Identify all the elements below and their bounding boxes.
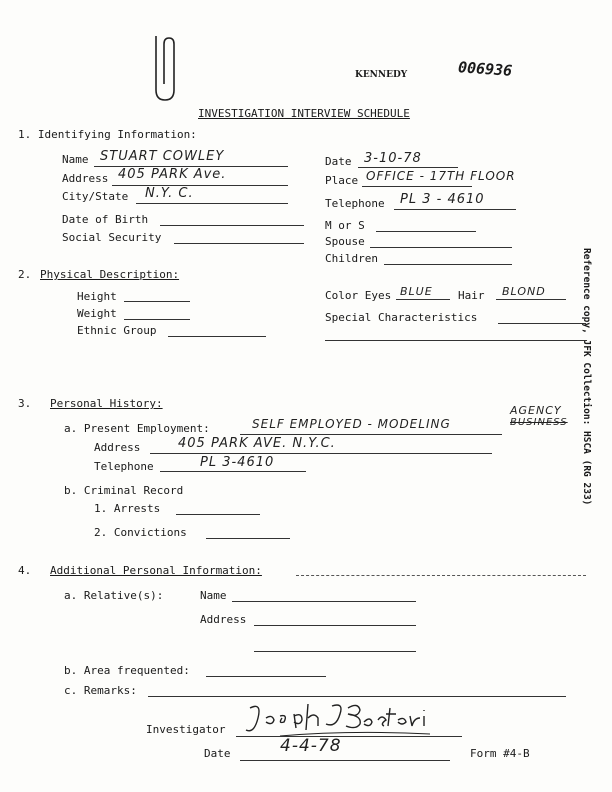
ssn-label: Social Security (62, 231, 162, 244)
ethnic-line (168, 336, 266, 337)
employer-address-label: Address (94, 441, 141, 454)
address-value: 405 PARK Ave. (118, 167, 227, 182)
section-4-rule (296, 575, 586, 576)
agency-value: AGENCY (510, 404, 562, 417)
collection-label: KENNEDY (355, 70, 408, 80)
eyes-label: Color Eyes (325, 289, 392, 302)
section-2-number: 2. (18, 268, 32, 281)
business-struck: BUSINESS (510, 417, 568, 428)
footer-date-value: 4-4-78 (280, 736, 342, 756)
telephone-label: Telephone (325, 197, 385, 210)
employer-telephone-label: Telephone (94, 460, 154, 473)
employer-telephone-line (160, 471, 306, 472)
ssn-line (174, 243, 304, 244)
section-4-number: 4. (18, 564, 32, 577)
investigator-line (236, 736, 462, 737)
convictions-line (206, 538, 290, 539)
height-label: Height (77, 290, 117, 303)
employer-telephone-value: PL 3-4610 (200, 455, 275, 470)
special-line-1 (498, 323, 586, 324)
eyes-value: BLUE (400, 285, 433, 298)
ethnic-label: Ethnic Group (77, 324, 157, 337)
weight-line (124, 319, 190, 320)
section-2-heading: Physical Description: (40, 268, 180, 281)
weight-label: Weight (77, 307, 117, 320)
city-state-line (136, 203, 288, 204)
date-value: 3-10-78 (364, 151, 422, 166)
reference-note: Reference copy, JFK Collection: HSCA (RG 233) (581, 248, 592, 506)
spouse-line (370, 247, 512, 248)
document-number: 006936 (457, 58, 513, 80)
hair-value: BLOND (502, 285, 546, 298)
relative-address-line-1 (254, 625, 416, 626)
section-3-number: 3. (18, 397, 32, 410)
telephone-value: PL 3 - 4610 (400, 192, 485, 207)
criminal-record-label: b. Criminal Record (64, 484, 184, 497)
telephone-line (394, 209, 516, 210)
page-title: INVESTIGATION INTERVIEW SCHEDULE (198, 107, 410, 120)
hair-label: Hair (458, 289, 485, 302)
remarks-line (148, 696, 566, 697)
spouse-label: Spouse (325, 235, 365, 248)
city-state-value: N.Y. C. (145, 186, 194, 201)
footer-date-label: Date (204, 747, 231, 760)
name-label: Name (62, 153, 89, 166)
marital-line (376, 231, 476, 232)
section-1-heading: 1. Identifying Information: (18, 128, 197, 141)
place-label: Place (325, 174, 359, 187)
relatives-label: a. Relative(s): (64, 589, 164, 602)
address-line (112, 185, 288, 186)
convictions-label: 2. Convictions (94, 526, 187, 539)
dob-line (160, 225, 304, 226)
relative-name-line (232, 601, 416, 602)
relative-address-label: Address (200, 613, 247, 626)
arrests-label: 1. Arrests (94, 502, 161, 515)
section-4-heading: Additional Personal Information: (50, 564, 262, 577)
employment-value: SELF EMPLOYED - MODELING (252, 417, 451, 431)
place-value: OFFICE - 17TH FLOOR (366, 169, 516, 183)
marital-label: M or S (325, 219, 365, 232)
arrests-line (176, 514, 260, 515)
city-state-label: City/State (62, 190, 129, 203)
section-3-heading: Personal History: (50, 397, 163, 410)
eyes-line (396, 299, 450, 300)
remarks-label: c. Remarks: (64, 684, 137, 697)
dob-label: Date of Birth (62, 213, 149, 226)
area-frequented-line (206, 676, 326, 677)
employment-label: a. Present Employment: (64, 422, 210, 435)
paper-clip-icon (150, 34, 180, 104)
investigator-label: Investigator (146, 723, 226, 736)
employment-line (240, 434, 502, 435)
children-line (384, 264, 512, 265)
date-label: Date (325, 155, 352, 168)
relative-name-label: Name (200, 589, 227, 602)
form-number: Form #4-B (470, 747, 530, 760)
hair-line (496, 299, 566, 300)
relative-address-line-2 (254, 651, 416, 652)
address-label: Address (62, 172, 109, 185)
employer-address-line (150, 453, 492, 454)
height-line (124, 301, 190, 302)
place-line (362, 186, 472, 187)
area-frequented-label: b. Area frequented: (64, 664, 190, 677)
special-label: Special Characteristics (325, 311, 478, 324)
date-line (358, 167, 458, 168)
special-line-2 (325, 340, 587, 341)
footer-date-line (240, 760, 450, 761)
name-value: STUART COWLEY (100, 149, 225, 164)
children-label: Children (325, 252, 378, 265)
employer-address-value: 405 PARK AVE. N.Y.C. (178, 436, 336, 451)
investigator-signature (240, 700, 454, 740)
